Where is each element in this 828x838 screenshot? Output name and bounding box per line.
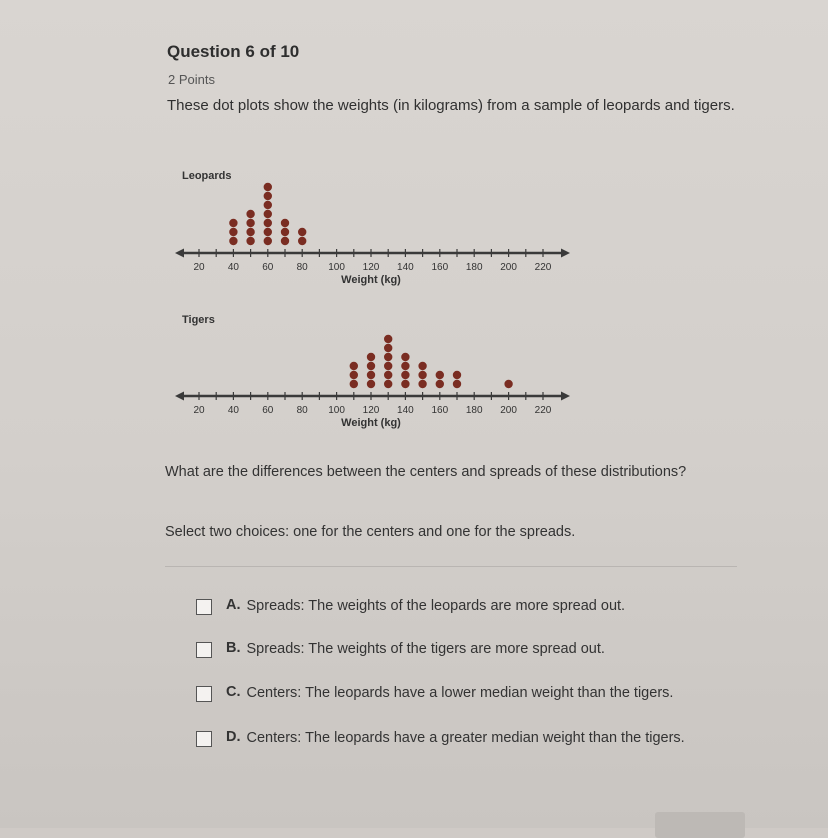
question-text: These dot plots show the weights (in kilograms) from a sample of leopards and tigers.	[167, 97, 735, 114]
data-dot	[401, 353, 409, 361]
data-dot	[367, 362, 375, 370]
choice-text: Centers: The leopards have a greater median weight than the tigers.	[246, 730, 685, 746]
data-dot	[246, 219, 254, 227]
checkbox[interactable]	[196, 731, 212, 747]
data-dot	[436, 371, 444, 379]
data-dot	[418, 371, 426, 379]
x-tick-label: 160	[431, 405, 449, 416]
leopards-plot-svg	[170, 163, 580, 293]
data-dot	[350, 371, 358, 379]
x-tick-label: 80	[296, 262, 308, 273]
data-dot	[384, 344, 392, 352]
data-dot	[264, 228, 272, 236]
choice-text: Spreads: The weights of the tigers are more spread out.	[246, 641, 605, 657]
choice-b[interactable]	[196, 640, 756, 659]
checkbox[interactable]	[196, 686, 212, 702]
data-dot	[246, 237, 254, 245]
x-tick-label: 160	[431, 262, 449, 273]
checkbox[interactable]	[196, 599, 212, 615]
plot-title: Leopards	[182, 170, 232, 182]
x-tick-label: 100	[328, 262, 345, 273]
data-dot	[504, 380, 512, 388]
data-dot	[367, 353, 375, 361]
data-dot	[298, 237, 306, 245]
x-tick-label: 40	[227, 262, 239, 273]
data-dot	[384, 353, 392, 361]
data-dot	[264, 192, 272, 200]
x-tick-label: 60	[262, 405, 274, 416]
tigers-plot-svg	[170, 306, 580, 436]
x-tick-label: 220	[534, 405, 552, 416]
data-dot	[401, 380, 409, 388]
x-tick-label: 20	[193, 262, 205, 273]
choice-letter: C.	[226, 684, 241, 700]
checkbox[interactable]	[196, 642, 212, 658]
question-title: Question 6 of 10	[167, 42, 300, 61]
x-tick-label: 120	[362, 262, 380, 273]
choice-d[interactable]	[196, 729, 756, 748]
data-dot	[401, 371, 409, 379]
question-points: 2 Points	[168, 72, 215, 87]
x-tick-label: 180	[465, 262, 483, 273]
tigers-dot-plot	[170, 306, 580, 436]
data-dot	[281, 228, 289, 236]
data-dot	[246, 210, 254, 218]
submit-button[interactable]	[655, 812, 745, 838]
x-tick-label: 60	[262, 262, 274, 273]
x-tick-label: 80	[296, 405, 308, 416]
data-dot	[298, 228, 306, 236]
data-dot	[264, 201, 272, 209]
data-dot	[367, 380, 375, 388]
plot-title: Tigers	[182, 314, 215, 326]
x-tick-label: 180	[465, 405, 483, 416]
data-dot	[384, 380, 392, 388]
data-dot	[229, 219, 237, 227]
choice-text: Centers: The leopards have a lower median weight than the tigers.	[246, 685, 674, 701]
choice-letter: B.	[226, 640, 241, 656]
x-tick-label: 100	[328, 405, 345, 416]
data-dot	[384, 335, 392, 343]
data-dot	[384, 371, 392, 379]
choice-letter: A.	[226, 597, 241, 613]
choice-c[interactable]	[196, 684, 756, 703]
axis-arrow-right	[561, 249, 570, 258]
prompt-instruction: Select two choices: one for the centers and one for the spreads.	[165, 524, 576, 540]
axis-arrow-right	[561, 392, 570, 401]
x-tick-label: 200	[500, 262, 517, 273]
data-dot	[264, 219, 272, 227]
choice-a[interactable]	[196, 597, 756, 616]
x-tick-label: 140	[397, 262, 414, 273]
data-dot	[453, 380, 461, 388]
data-dot	[436, 380, 444, 388]
x-tick-label: 120	[362, 405, 380, 416]
data-dot	[229, 237, 237, 245]
x-tick-label: 40	[227, 405, 239, 416]
data-dot	[264, 183, 272, 191]
choice-letter: D.	[226, 729, 241, 745]
data-dot	[367, 371, 375, 379]
x-tick-label: 200	[500, 405, 517, 416]
data-dot	[401, 362, 409, 370]
data-dot	[281, 219, 289, 227]
data-dot	[453, 371, 461, 379]
axis-arrow-left	[175, 392, 184, 401]
axis-arrow-left	[175, 249, 184, 258]
choice-text: Spreads: The weights of the leopards are more spread out.	[246, 598, 626, 614]
leopards-dot-plot	[170, 163, 580, 293]
data-dot	[264, 210, 272, 218]
data-dot	[418, 362, 426, 370]
data-dot	[281, 237, 289, 245]
prompt-question: What are the differences between the centers and spreads of these distributions?	[165, 464, 687, 480]
x-tick-label: 140	[397, 405, 414, 416]
x-tick-label: 220	[534, 262, 552, 273]
x-axis-title: Weight (kg)	[341, 417, 401, 429]
data-dot	[264, 237, 272, 245]
x-axis-title: Weight (kg)	[341, 274, 401, 286]
data-dot	[418, 380, 426, 388]
data-dot	[384, 362, 392, 370]
divider	[165, 566, 737, 567]
data-dot	[246, 228, 254, 236]
data-dot	[229, 228, 237, 236]
data-dot	[350, 380, 358, 388]
data-dot	[350, 362, 358, 370]
x-tick-label: 20	[193, 405, 205, 416]
